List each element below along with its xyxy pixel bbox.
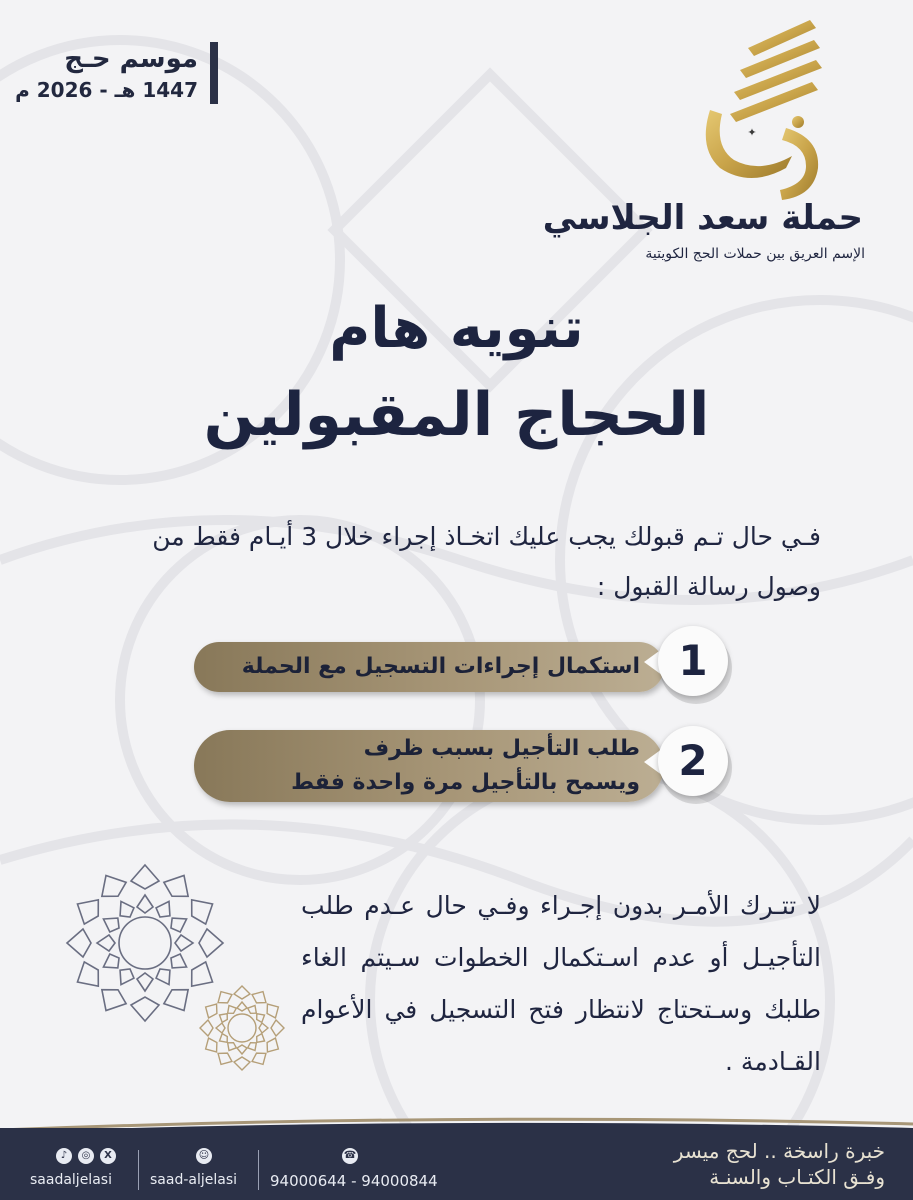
step-text [291, 732, 640, 800]
season-accent-bar [210, 42, 218, 104]
footer-divider [258, 1150, 259, 1190]
slogan-line: خبرة راسخة .. لحج ميسر [673, 1139, 885, 1163]
step-number: 1 [678, 636, 708, 685]
svg-text:✦: ✦ [747, 126, 757, 139]
tiktok-icon: ♪ [56, 1148, 72, 1164]
step-item [190, 722, 750, 808]
footer-divider [138, 1150, 139, 1190]
brand-name: حملة سعد الجلاسي [542, 198, 863, 238]
social-handle[interactable]: saadaljelasi [30, 1172, 112, 1188]
brand-tagline: الإسم العريق بين حملات الحج الكويتية [645, 246, 865, 262]
footer-slogan [674, 1138, 885, 1190]
intro-text: فـي حال تـم قبولك يجب عليك اتخـاذ إجراء خلال 3 أيـام فقط من وصول رسالة القبول : [152, 522, 821, 601]
step-badge [644, 622, 740, 708]
snapchat-icon: ☺ [196, 1148, 212, 1164]
season-year: 1447 هـ - 2026 م [15, 78, 198, 102]
season-title: موسم حـج [64, 44, 198, 74]
snapchat-handle[interactable]: saad-aljelasi [150, 1172, 238, 1188]
step-text-line: استكمال إجراءات التسجيل مع الحملة [241, 654, 640, 679]
step-number: 2 [678, 736, 708, 785]
step-badge [644, 722, 740, 808]
phone-icon: ☎ [342, 1148, 358, 1164]
heading-line2: الحجاج المقبولين [203, 380, 710, 450]
season-block [15, 42, 218, 104]
brand-logo-icon [690, 18, 840, 203]
decorative-star-icon [196, 982, 288, 1074]
slogan-line: وفـق الكتـاب والسنـة [709, 1165, 885, 1189]
step-text-line: ويسمح بالتأجيل مرة واحدة فقط [291, 770, 640, 795]
phone-numbers[interactable]: 94000644 - 94000844 [270, 1172, 438, 1190]
step-item [190, 622, 750, 708]
warning-text: لا تتـرك الأمـر بدون إجـراء وفـي حال عـدم طلب التأجيـل أو عدم اسـتكمال الخطوات سـيتم الغاء طلبك وسـتحتاج لانتظار فتح التسجيل في الأعوام القـادمة . [301, 891, 821, 1076]
step-text-line: طلب التأجيل بسبب ظرف [363, 736, 640, 761]
heading-line1: تنويه هام [329, 296, 584, 361]
step-pill [194, 642, 664, 692]
x-icon: X [100, 1148, 116, 1164]
step-pill [194, 730, 664, 802]
step-text [242, 642, 640, 692]
instagram-icon: ◎ [78, 1148, 94, 1164]
